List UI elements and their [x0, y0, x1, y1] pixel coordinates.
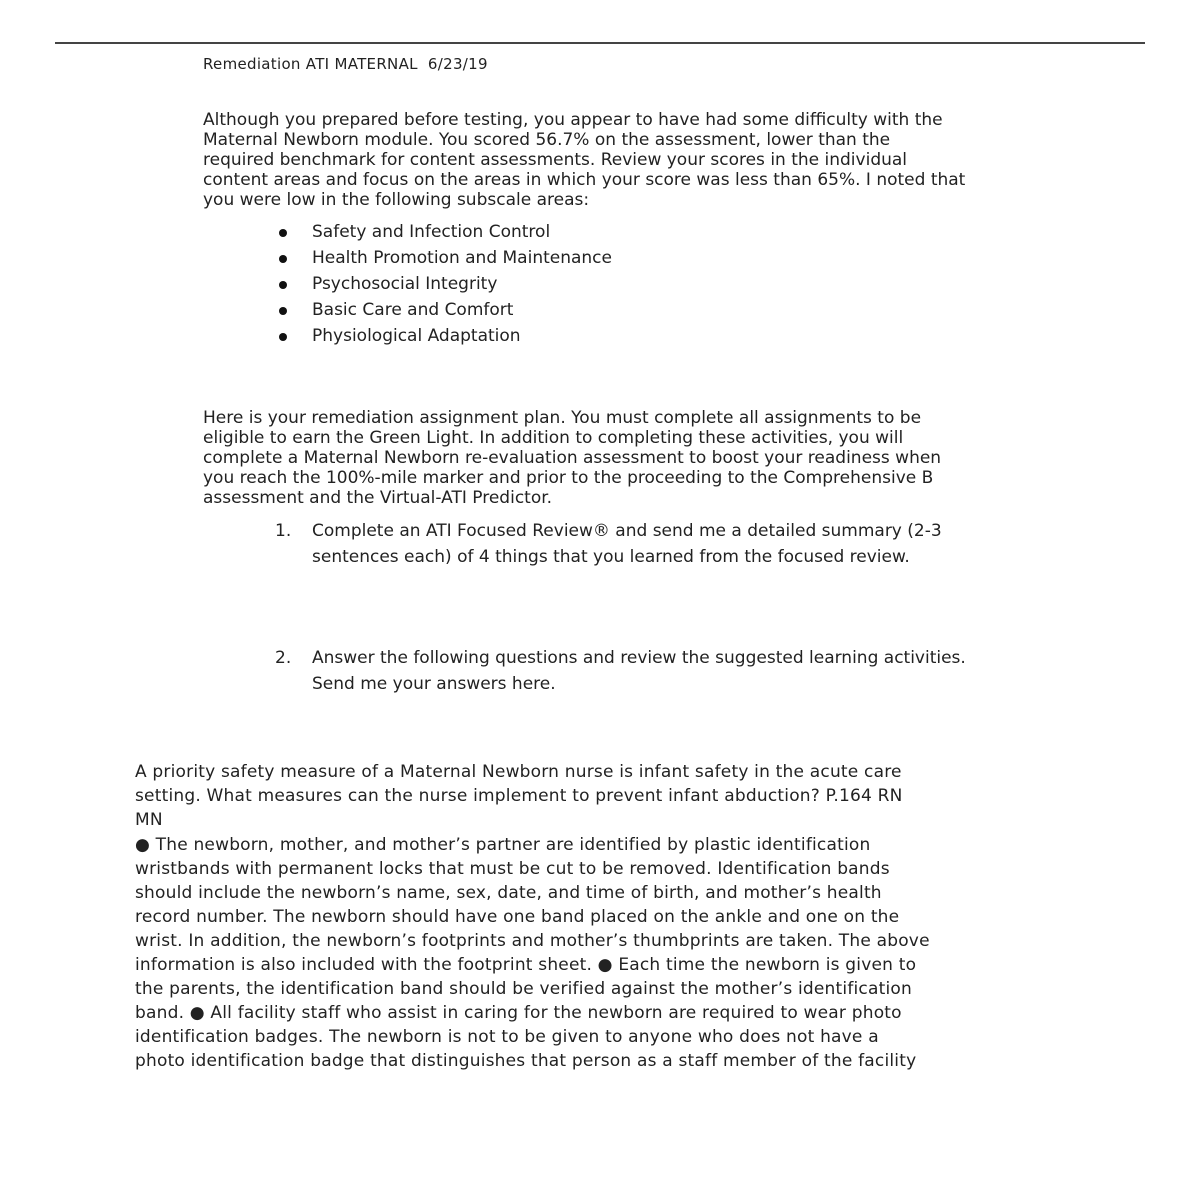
bullet-icon — [279, 333, 287, 341]
plan-line: Here is your remediation assignment plan. You must complete all assignments to be — [203, 408, 922, 428]
bullet-icon — [279, 307, 287, 315]
subscale-label: Psychosocial Integrity — [312, 274, 498, 294]
answer-line: ● The newborn, mother, and mother’s partner are identified by plastic identification — [135, 835, 871, 855]
assignment-number: 1. — [275, 521, 292, 541]
assignment-item-2 — [275, 645, 966, 697]
intro-line: Although you prepared before testing, you appear to have had some difficulty with the — [203, 110, 943, 130]
intro-line: content areas and focus on the areas in which your score was less than 65%. I noted that — [203, 170, 966, 190]
assignment-line: sentences each) of 4 things that you learned from the focused review. — [312, 547, 910, 567]
answer-paragraph — [135, 833, 1135, 1073]
intro-line: Maternal Newborn module. You scored 56.7% on the assessment, lower than the — [203, 130, 891, 150]
intro-line: you were low in the following subscale areas: — [203, 190, 590, 210]
bullet-icon — [279, 255, 287, 263]
answer-line: photo identification badge that distinguishes that person as a staff member of the facility — [135, 1051, 917, 1071]
intro-line: required benchmark for content assessments. Review your scores in the individual — [203, 150, 908, 170]
assignment-line: Answer the following questions and review the suggested learning activities. — [312, 648, 966, 668]
answer-line: record number. The newborn should have one band placed on the ankle and one on the — [135, 907, 900, 927]
assignment-line: Send me your answers here. — [312, 674, 556, 694]
subscale-label: Physiological Adaptation — [312, 326, 521, 346]
question-line: setting. What measures can the nurse implement to prevent infant abduction? P.164 RN — [135, 786, 903, 806]
plan-line: assessment and the Virtual-ATI Predictor. — [203, 488, 553, 508]
question-line: MN — [135, 810, 163, 830]
assignment-number: 2. — [275, 648, 292, 668]
plan-line: complete a Maternal Newborn re-evaluation assessment to boost your readiness when — [203, 448, 942, 468]
list-item — [275, 271, 612, 297]
bullet-icon — [279, 229, 287, 237]
intro-paragraph — [203, 110, 1103, 210]
list-item — [275, 297, 612, 323]
subscale-label: Safety and Infection Control — [312, 222, 551, 242]
bullet-icon — [279, 281, 287, 289]
assignment-line: Complete an ATI Focused Review® and send me a detailed summary (2-3 — [312, 521, 942, 541]
answer-line: the parents, the identification band should be verified against the mother’s identification — [135, 979, 912, 999]
document-header: Remediation ATI MATERNAL 6/23/19 — [203, 55, 488, 73]
answer-line: identification badges. The newborn is not to be given to anyone who does not have a — [135, 1027, 879, 1047]
subscale-label: Basic Care and Comfort — [312, 300, 514, 320]
list-item — [275, 219, 612, 245]
subscale-list — [275, 219, 612, 349]
answer-line: band. ● All facility staff who assist in caring for the newborn are required to wear photo — [135, 1003, 902, 1023]
question-paragraph — [135, 760, 1135, 832]
list-item — [275, 245, 612, 271]
list-item — [275, 323, 612, 349]
answer-line: should include the newborn’s name, sex, date, and time of birth, and mother’s health — [135, 883, 882, 903]
plan-line: you reach the 100%-mile marker and prior to the proceeding to the Comprehensive B — [203, 468, 934, 488]
assignment-text — [312, 645, 966, 697]
plan-paragraph — [203, 408, 1103, 508]
question-line: A priority safety measure of a Maternal Newborn nurse is infant safety in the acute care — [135, 762, 902, 782]
answer-line: wristbands with permanent locks that must be cut to be removed. Identification bands — [135, 859, 890, 879]
answer-line: wrist. In addition, the newborn’s footprints and mother’s thumbprints are taken. The above — [135, 931, 930, 951]
subscale-label: Health Promotion and Maintenance — [312, 248, 612, 268]
assignment-item-1 — [275, 518, 942, 570]
assignment-text — [312, 518, 942, 570]
plan-line: eligible to earn the Green Light. In addition to completing these activities, you will — [203, 428, 904, 448]
answer-line: information is also included with the footprint sheet. ● Each time the newborn is given to — [135, 955, 917, 975]
top-divider — [55, 42, 1145, 44]
